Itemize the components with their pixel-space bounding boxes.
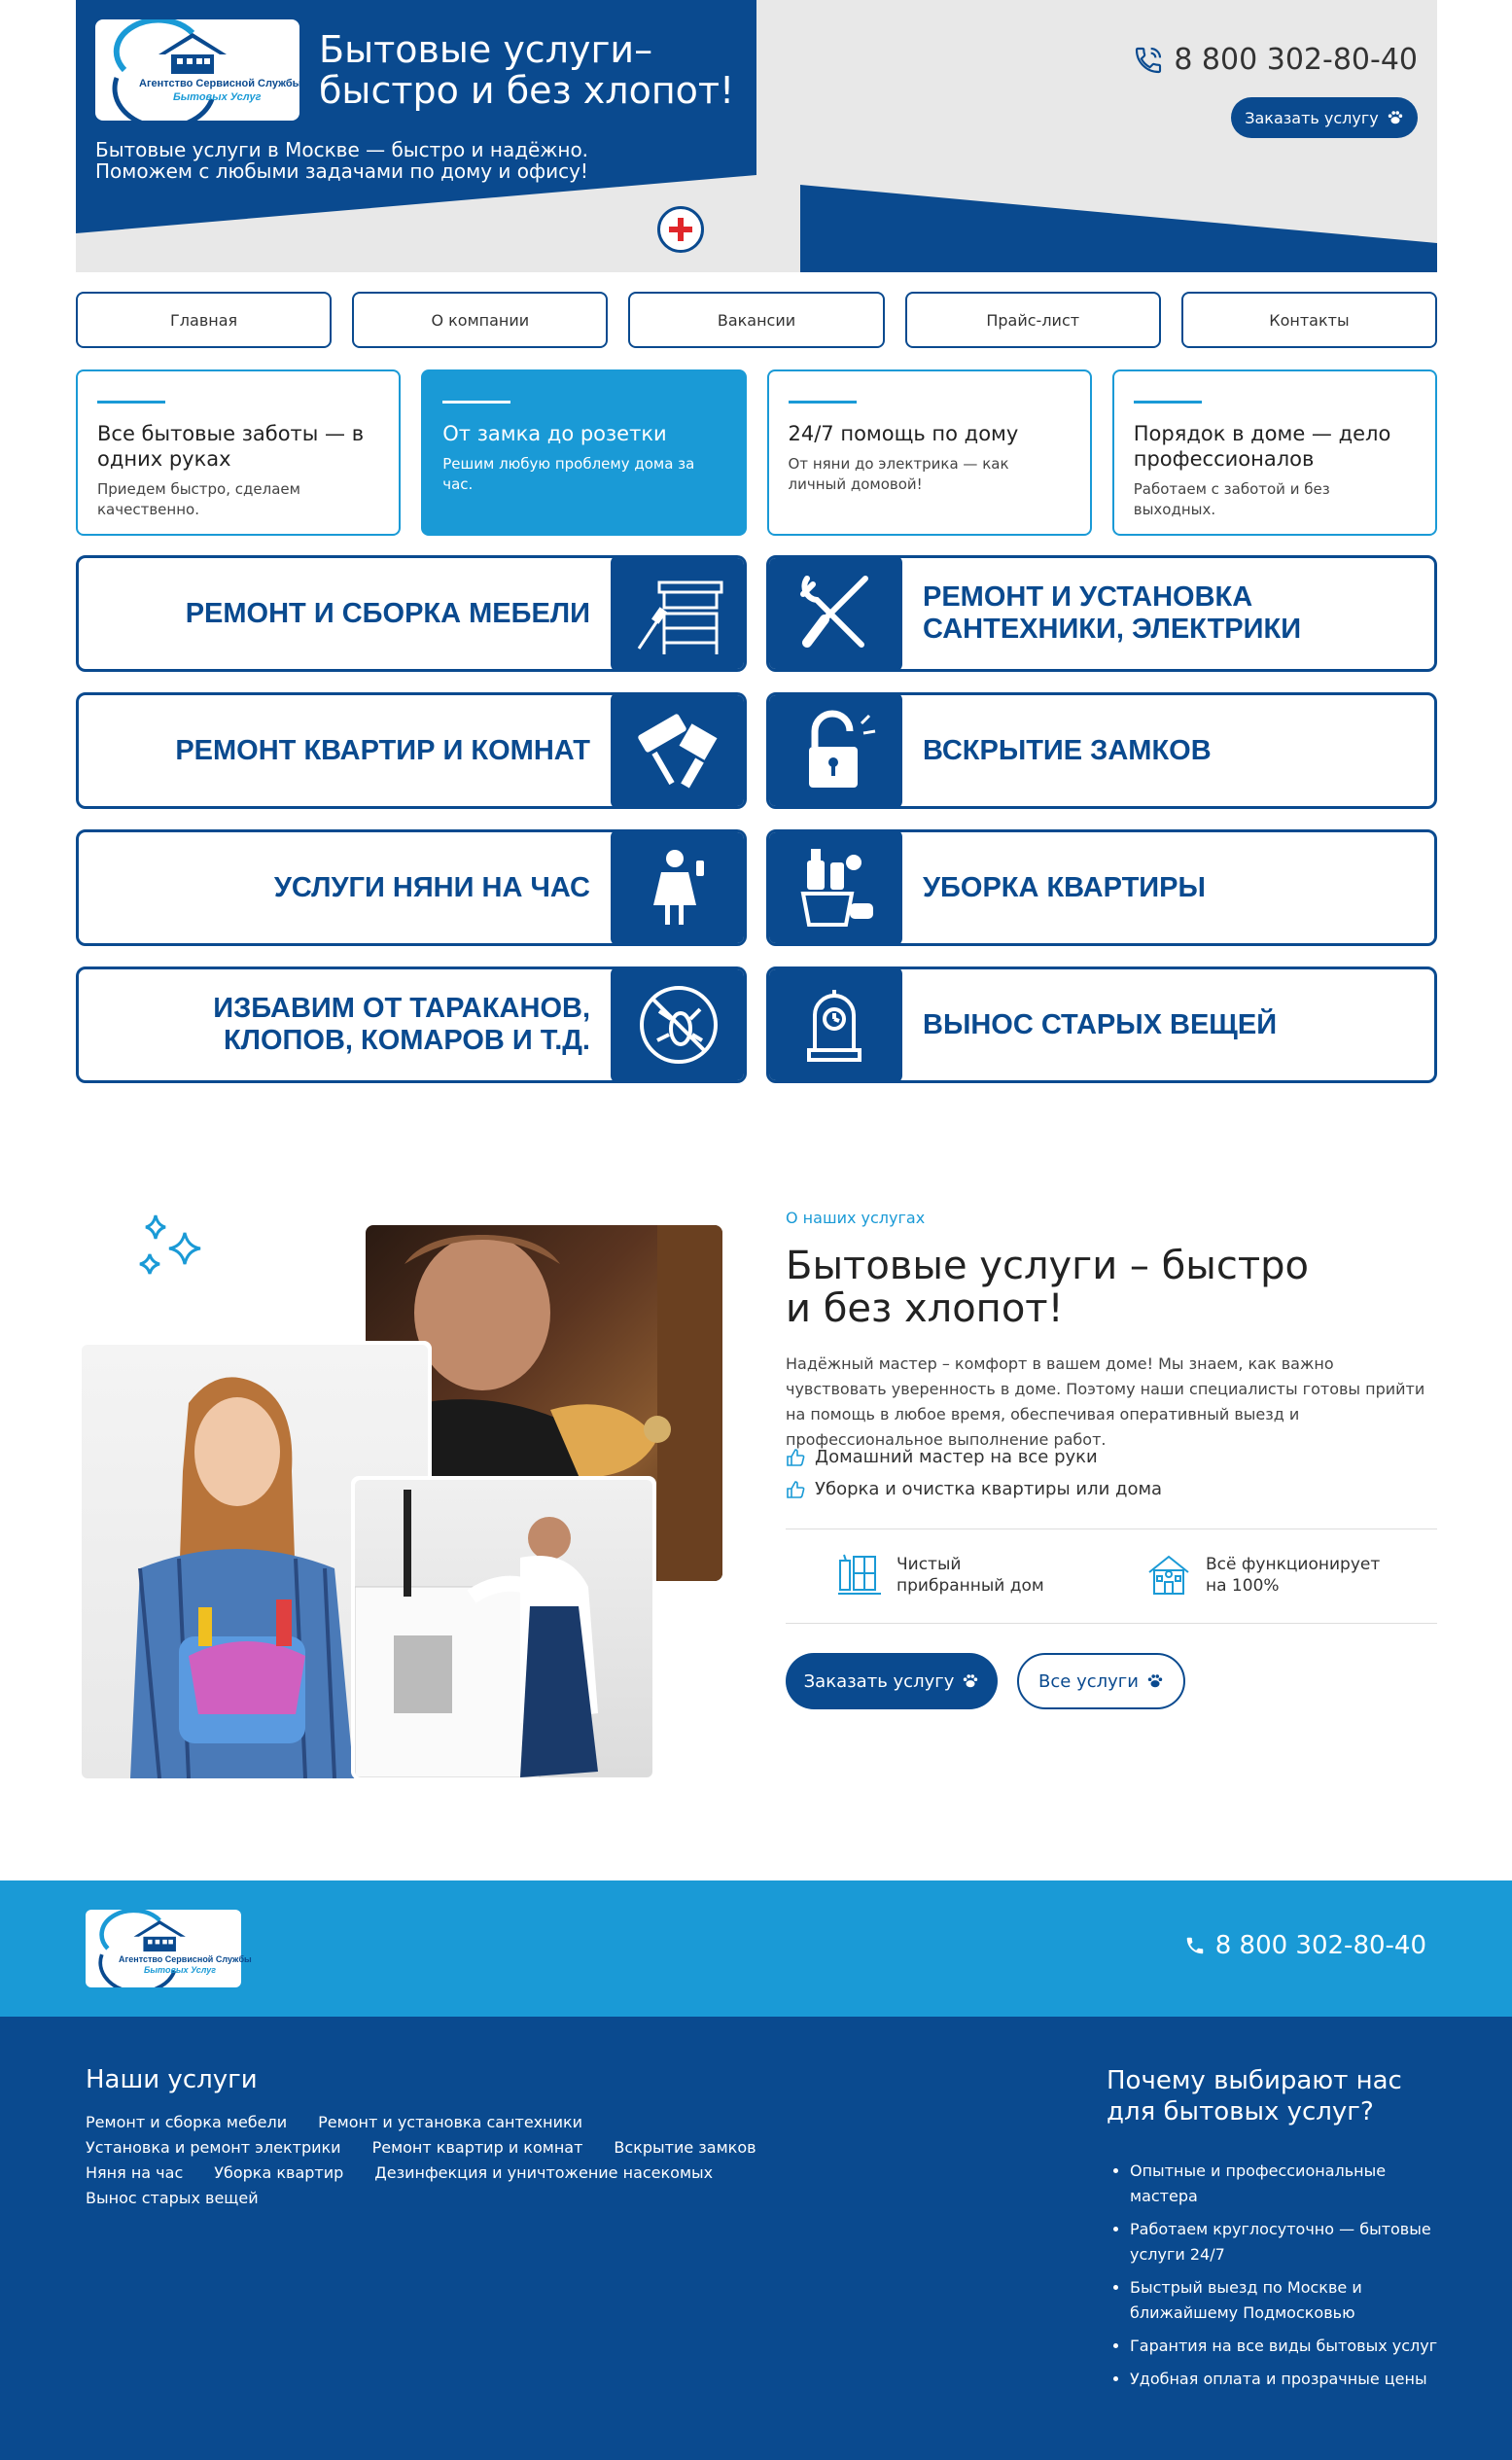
footer-services-title: Наши услуги: [86, 2065, 258, 2094]
nanny-icon: [630, 839, 727, 936]
list-item: • Работаем круглосуточно — бытовые услуги 24/7: [1130, 2217, 1441, 2267]
clean-room-icon: [836, 1551, 883, 1599]
feature-desc: От няни до электрика — как личный домовой!: [788, 455, 1009, 493]
about-title: Бытовые услуги – быстро и без хлопот!: [786, 1244, 1310, 1331]
paw-icon: [962, 1672, 979, 1690]
nav-about[interactable]: О компании: [352, 292, 608, 348]
list-item: Домашний мастер на все руки: [786, 1441, 1162, 1473]
service-label: ВЫНОС СТАРЫХ ВЕЩЕЙ: [923, 1008, 1278, 1040]
footer-link[interactable]: Дезинфекция и уничтожение насекомых: [374, 2163, 714, 2182]
list-item: • Гарантия на все виды бытовых услуг: [1130, 2334, 1441, 2359]
feature-desc: Работаем с заботой и без выходных.: [1133, 480, 1330, 518]
thumb-up-icon: [786, 1448, 805, 1467]
paw-icon: [1387, 109, 1404, 126]
feature-divider: [1134, 401, 1202, 404]
nav-pricelist[interactable]: Прайс-лист: [905, 292, 1161, 348]
list-item: Уборка и очистка квартиры или дома: [786, 1473, 1162, 1505]
about-kicker: О наших услугах: [786, 1209, 926, 1227]
stat-working: Всё функционирует на 100%: [1145, 1551, 1380, 1599]
footer-why-list: [1130, 2159, 1441, 2400]
plumber-figure: [355, 1480, 652, 1777]
service-plumbing-electric[interactable]: [766, 555, 1437, 672]
footer-link[interactable]: Установка и ремонт электрики: [86, 2138, 341, 2157]
smart-house-icon: [1145, 1551, 1192, 1599]
feature-desc: Решим любую проблему дома за час.: [442, 455, 695, 493]
furniture-icon: [625, 565, 732, 662]
feature-card: [1112, 369, 1437, 536]
thumb-up-icon: [786, 1480, 805, 1499]
header-order-button[interactable]: Заказать услугу: [1231, 97, 1418, 138]
logo-text-line1: Агентство Сервисной Службы: [139, 78, 302, 89]
feature-title: От замка до розетки: [442, 422, 667, 445]
service-apartment-repair[interactable]: [76, 692, 747, 809]
paw-icon: [1146, 1672, 1164, 1690]
list-item: • Удобная оплата и прозрачные цены: [1130, 2367, 1441, 2392]
service-label: УБОРКА КВАРТИРЫ: [923, 871, 1206, 903]
service-cleaning[interactable]: [766, 829, 1437, 946]
feature-card: [767, 369, 1092, 536]
all-services-button[interactable]: Все услуги: [1017, 1653, 1185, 1709]
header-phone[interactable]: [1133, 43, 1418, 77]
service-label: ВСКРЫТИЕ ЗАМКОВ: [923, 734, 1212, 766]
logo-text-line1: Агентство Сервисной Службы: [119, 1954, 252, 1964]
features-row: [76, 369, 1437, 536]
service-nanny[interactable]: [76, 829, 747, 946]
footer-link[interactable]: Няня на час: [86, 2163, 184, 2182]
footer-phone[interactable]: [1184, 1931, 1426, 1960]
feature-card-active: [421, 369, 746, 536]
old-clock-icon: [786, 976, 883, 1073]
no-insects-icon: [630, 976, 727, 1073]
footer-top: [0, 1880, 1512, 2017]
header-title: Бытовые услуги– быстро и без хлопот!: [319, 28, 735, 112]
service-label: РЕМОНТ И СБОРКА МЕБЕЛИ: [185, 597, 590, 629]
house-logo-icon: [95, 19, 302, 121]
list-item: • Быстрый выезд по Москве и ближайшему Подмосковью: [1130, 2275, 1441, 2326]
padlock-icon: [786, 702, 883, 799]
about-stats: [786, 1529, 1437, 1624]
phone-icon: [1133, 45, 1164, 76]
red-cross-icon: [666, 215, 695, 244]
service-pest-control[interactable]: [76, 966, 747, 1083]
service-locks[interactable]: [766, 692, 1437, 809]
site-header: [76, 0, 1437, 272]
feature-title: Все бытовые заботы — в одних руках: [97, 422, 365, 471]
service-label: УСЛУГИ НЯНИ НА ЧАС: [273, 871, 590, 903]
header-phone-number: 8 800 302-80-40: [1174, 43, 1418, 77]
logo-text-line2: Бытовых Услуг: [173, 91, 262, 103]
about-text: Надёжный мастер – комфорт в вашем доме! Мы знаем, как важно чувствовать уверенность в доме. Поэтому наши специалисты готовы прийти на помощь в любое время, обеспечивая оперативный выезд и профессиональное выполнение работ.: [786, 1354, 1425, 1449]
footer-links: [86, 2114, 786, 2207]
service-label: РЕМОНТ И УСТАНОВКА САНТЕХНИКИ, ЭЛЕКТРИКИ: [923, 581, 1302, 645]
plus-circle-icon: [657, 206, 704, 253]
footer-phone-number: 8 800 302-80-40: [1214, 1931, 1426, 1960]
feature-title: Порядок в доме — дело профессионалов: [1133, 422, 1391, 471]
list-item: • Опытные и профессиональные мастера: [1130, 2159, 1441, 2209]
feature-title: 24/7 помощь по дому: [788, 422, 1019, 445]
service-label: РЕМОНТ КВАРТИР И КОМНАТ: [175, 734, 590, 766]
main-nav: [76, 292, 1437, 348]
paint-roller-icon: [625, 702, 732, 799]
about-list: [786, 1441, 1162, 1505]
header-subtitle: Бытовые услуги в Москве — быстро и надёжно. Поможем с любыми задачами по дому и офису!: [95, 138, 589, 183]
feature-divider: [97, 401, 165, 404]
feature-divider: [789, 401, 857, 404]
footer-link[interactable]: Ремонт и установка сантехники: [318, 2113, 583, 2131]
footer-main: [0, 2017, 1512, 2460]
footer-link[interactable]: Вынос старых вещей: [86, 2189, 259, 2207]
nav-vacancies[interactable]: Вакансии: [628, 292, 884, 348]
tools-icon: [786, 565, 883, 662]
nav-home[interactable]: Главная: [76, 292, 332, 348]
footer-link[interactable]: Ремонт и сборка мебели: [86, 2113, 288, 2131]
logo-text-line2: Бытовых Услуг: [144, 1965, 217, 1975]
service-furniture[interactable]: [76, 555, 747, 672]
house-logo-icon: [86, 1910, 241, 1987]
footer-link[interactable]: Ремонт квартир и комнат: [371, 2138, 583, 2157]
photo-plumber: [355, 1480, 652, 1777]
services-grid: [76, 555, 1437, 1083]
footer-logo[interactable]: [86, 1910, 252, 1987]
footer-why-title: Почему выбирают нас для бытовых услуг?: [1107, 2066, 1402, 2126]
phone-icon: [1184, 1935, 1206, 1956]
about-order-button[interactable]: Заказать услугу: [786, 1653, 998, 1709]
stat-clean: Чистый прибранный дом: [836, 1551, 1044, 1599]
nav-contacts[interactable]: Контакты: [1181, 292, 1437, 348]
feature-card: [76, 369, 401, 536]
feature-divider: [442, 401, 510, 404]
feature-desc: Приедем быстро, сделаем качественно.: [97, 480, 300, 518]
footer-link[interactable]: Уборка квартир: [214, 2163, 344, 2182]
service-label: ИЗБАВИМ ОТ ТАРАКАНОВ, КЛОПОВ, КОМАРОВ И Т.Д.: [213, 993, 590, 1056]
header-logo[interactable]: [95, 19, 302, 121]
cleaning-icon: [786, 839, 883, 936]
service-removal[interactable]: [766, 966, 1437, 1083]
sparkles-icon: [136, 1213, 209, 1283]
footer-link[interactable]: Вскрытие замков: [614, 2138, 756, 2157]
